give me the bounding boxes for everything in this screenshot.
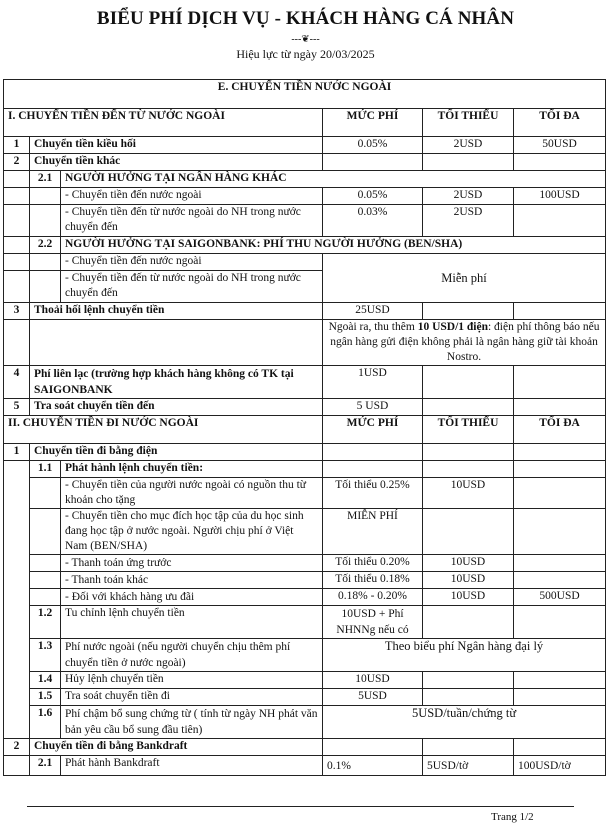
row-max [514, 154, 606, 171]
col-header-min: TỐI THIỂU [423, 416, 514, 444]
row-label: Phí nước ngoài (nếu người chuyển chịu thêm phí chuyển tiền ở nước ngoài) [61, 639, 323, 672]
ornament-divider: ---❦--- [291, 34, 320, 45]
row-fee: 0.05% [323, 188, 423, 205]
table-row [4, 399, 606, 416]
row-label: Tra soát chuyển tiền đi [61, 689, 323, 706]
row-subnumber: 1.6 [30, 706, 61, 739]
row-label: - Chuyển tiền đến nước ngoài [61, 188, 323, 205]
table-row [4, 509, 606, 555]
row-max [514, 672, 606, 689]
table-row [4, 188, 606, 205]
row-fee: 1USD [323, 366, 423, 399]
row-number: 1 [4, 137, 30, 154]
row-label: NGƯỜI HƯỞNG TẠI NGÂN HÀNG KHÁC [61, 171, 606, 188]
row-min [423, 154, 514, 171]
effective-date: Hiệu lực từ ngày 20/03/2025 [236, 47, 375, 61]
row-max: 500USD [514, 589, 606, 606]
table-row [4, 154, 606, 171]
col-header-max: TỐI ĐA [514, 416, 606, 444]
merged-fee-free: Miễn phí [323, 254, 606, 303]
row-subnumber: 1.3 [30, 639, 61, 672]
row-number: 4 [4, 366, 30, 399]
row-min [423, 672, 514, 689]
empty-cell [4, 205, 30, 237]
row-max [514, 689, 606, 706]
row-number: 1 [4, 444, 30, 461]
row-min: 2USD [423, 205, 514, 237]
row-fee: 10USD + Phí NHNNg nếu có [323, 606, 423, 639]
row-max [514, 366, 606, 399]
row-number: 3 [4, 303, 30, 320]
row-label: Chuyển tiền đi bằng Bankdraft [30, 739, 323, 756]
row-min [423, 399, 514, 416]
row-max [514, 739, 606, 756]
empty-cell [4, 271, 30, 303]
row-min: 10USD [423, 572, 514, 589]
row-min [423, 303, 514, 320]
merged-empty-cell [4, 461, 30, 739]
row-label: - Thanh toán ứng trước [61, 555, 323, 572]
part2-heading: II. CHUYỂN TIỀN ĐI NƯỚC NGOÀI [4, 416, 323, 444]
row-max: 100USD/tờ [514, 756, 606, 776]
empty-cell [30, 509, 61, 555]
table-row [4, 237, 606, 254]
empty-cell [30, 589, 61, 606]
row-min: 2USD [423, 188, 514, 205]
table-row [4, 205, 606, 237]
part2-header-row [4, 416, 606, 444]
note-suffix: : điện phí thông báo nếu ngân hàng gửi điện không phải là ngân hàng giữ tài khoản Nostro. [330, 321, 600, 363]
row-fee: 0.05% [323, 137, 423, 154]
col-header-fee: MỨC PHÍ [323, 416, 423, 444]
row-label: Phát hành Bankdraft [61, 756, 323, 776]
footer-divider [27, 806, 574, 807]
row-subnumber: 1.1 [30, 461, 61, 478]
row-max: 100USD [514, 188, 606, 205]
row-fee: Theo biểu phí Ngân hàng đại lý [323, 639, 606, 672]
row-max [514, 399, 606, 416]
row-fee: Tối thiểu 0.25% [323, 478, 423, 509]
row-max [514, 444, 606, 461]
row-label: Phí chậm bổ sung chứng từ ( tính từ ngày NH phát văn bản yêu cầu bổ sung đầu tiên) [61, 706, 323, 739]
row-min: 10USD [423, 589, 514, 606]
row-number: 2 [4, 739, 30, 756]
col-header-min: TỐI THIỂU [423, 109, 514, 137]
row-label: Tu chỉnh lệnh chuyển tiền [61, 606, 323, 639]
row-fee [323, 461, 423, 478]
row-label: Chuyển tiền đi bằng điện [30, 444, 323, 461]
row-min [423, 366, 514, 399]
row-max: 50USD [514, 137, 606, 154]
row-fee [323, 154, 423, 171]
row-label: NGƯỜI HƯỞNG TẠI SAIGONBANK: PHÍ THU NGƯỜI HƯỞNG (BEN/SHA) [61, 237, 606, 254]
row-fee: 5 USD [323, 399, 423, 416]
table-row [4, 444, 606, 461]
row-label: - Chuyển tiền đến từ nước ngoài do NH trong nước chuyển đến [61, 205, 323, 237]
row-number: 2 [4, 154, 30, 171]
col-header-max: TỐI ĐA [514, 109, 606, 137]
row-label: - Chuyển tiền của người nước ngoài có nguồn thu từ khoản cho tặng [61, 478, 323, 509]
row-label: Tra soát chuyển tiền đến [30, 399, 323, 416]
row-fee [323, 444, 423, 461]
row-label: Phí liên lạc (trường hợp khách hàng không có TK tại SAIGONBANK [30, 366, 323, 399]
row-min: 10USD [423, 555, 514, 572]
row-fee: 0.1% [323, 756, 423, 776]
row-subnumber: 1.2 [30, 606, 61, 639]
row-label: Thoải hối lệnh chuyển tiền [30, 303, 323, 320]
fee-note [323, 320, 606, 366]
row-max [514, 461, 606, 478]
row-label: Phát hành lệnh chuyển tiền: [61, 461, 323, 478]
row-fee: 0.18% - 0.20% [323, 589, 423, 606]
document-title: BIỂU PHÍ DỊCH VỤ - KHÁCH HÀNG CÁ NHÂN [96, 8, 515, 29]
row-min [423, 461, 514, 478]
page-number: Trang 1/2 [491, 811, 534, 823]
row-subnumber: 2.1 [30, 171, 61, 188]
row-fee: Tối thiểu 0.20% [323, 555, 423, 572]
table-row [4, 555, 606, 572]
table-row [4, 606, 606, 639]
row-min [423, 739, 514, 756]
row-label: Chuyển tiền khác [30, 154, 323, 171]
note-prefix: Ngoài ra, thu thêm [328, 321, 418, 333]
empty-cell [30, 572, 61, 589]
row-min [423, 606, 514, 639]
row-max [514, 509, 606, 555]
empty-cell [4, 254, 30, 271]
row-max [514, 205, 606, 237]
row-label: Hủy lệnh chuyển tiền [61, 672, 323, 689]
row-label: - Chuyển tiền đến nước ngoài [61, 254, 323, 271]
row-label: - Thanh toán khác [61, 572, 323, 589]
row-fee: 0.03% [323, 205, 423, 237]
row-label: - Chuyển tiền cho mục đích học tập của du học sinh đang học tập ở nước ngoài. Người chịu phí ở Việt Nam (BEN/SHA) [61, 509, 323, 555]
row-max [514, 303, 606, 320]
note-bold: 10 USD/1 điện [417, 321, 488, 333]
empty-cell [30, 188, 61, 205]
section-title: E. CHUYỂN TIỀN NƯỚC NGOÀI [4, 80, 606, 109]
table-row [4, 320, 606, 366]
row-label: Chuyển tiền kiều hối [30, 137, 323, 154]
empty-cell [4, 756, 30, 776]
table-row [4, 254, 606, 271]
empty-cell [4, 237, 30, 254]
section-title-row [4, 80, 606, 109]
row-subnumber: 1.4 [30, 672, 61, 689]
row-min [423, 689, 514, 706]
table-row [4, 171, 606, 188]
part1-header-row [4, 109, 606, 137]
row-fee: Tối thiểu 0.18% [323, 572, 423, 589]
empty-cell [30, 320, 323, 366]
table-row [4, 672, 606, 689]
row-max [514, 572, 606, 589]
table-row [4, 303, 606, 320]
row-label: - Đối với khách hàng ưu đãi [61, 589, 323, 606]
row-number: 5 [4, 399, 30, 416]
row-min: 10USD [423, 478, 514, 509]
table-row [4, 478, 606, 509]
row-subnumber: 2.2 [30, 237, 61, 254]
row-fee [323, 739, 423, 756]
row-fee: MIỄN PHÍ [323, 509, 423, 555]
row-subnumber: 2.1 [30, 756, 61, 776]
row-max [514, 606, 606, 639]
row-subnumber: 1.5 [30, 689, 61, 706]
table-row [4, 756, 606, 776]
row-min [423, 444, 514, 461]
table-row [4, 572, 606, 589]
row-fee: 25USD [323, 303, 423, 320]
table-row [4, 689, 606, 706]
row-label: - Chuyển tiền đến từ nước ngoài do NH trong nước chuyển đến [61, 271, 323, 303]
row-max [514, 555, 606, 572]
table-row [4, 706, 606, 739]
row-max [514, 478, 606, 509]
empty-cell [4, 320, 30, 366]
empty-cell [30, 555, 61, 572]
table-row [4, 461, 606, 478]
row-min: 5USD/tờ [423, 756, 514, 776]
row-min [423, 509, 514, 555]
row-fee: 5USD/tuần/chứng từ [323, 706, 606, 739]
row-number [4, 171, 30, 188]
table-row [4, 589, 606, 606]
table-row [4, 366, 606, 399]
empty-cell [30, 254, 61, 271]
table-row [4, 639, 606, 672]
fee-table [3, 79, 606, 776]
table-row [4, 739, 606, 756]
col-header-fee: MỨC PHÍ [323, 109, 423, 137]
part1-heading: I. CHUYỂN TIỀN ĐẾN TỪ NƯỚC NGOÀI [4, 109, 323, 137]
table-row [4, 137, 606, 154]
row-fee: 10USD [323, 672, 423, 689]
row-min: 2USD [423, 137, 514, 154]
row-fee: 5USD [323, 689, 423, 706]
empty-cell [30, 271, 61, 303]
empty-cell [30, 205, 61, 237]
empty-cell [30, 478, 61, 509]
empty-cell [4, 188, 30, 205]
